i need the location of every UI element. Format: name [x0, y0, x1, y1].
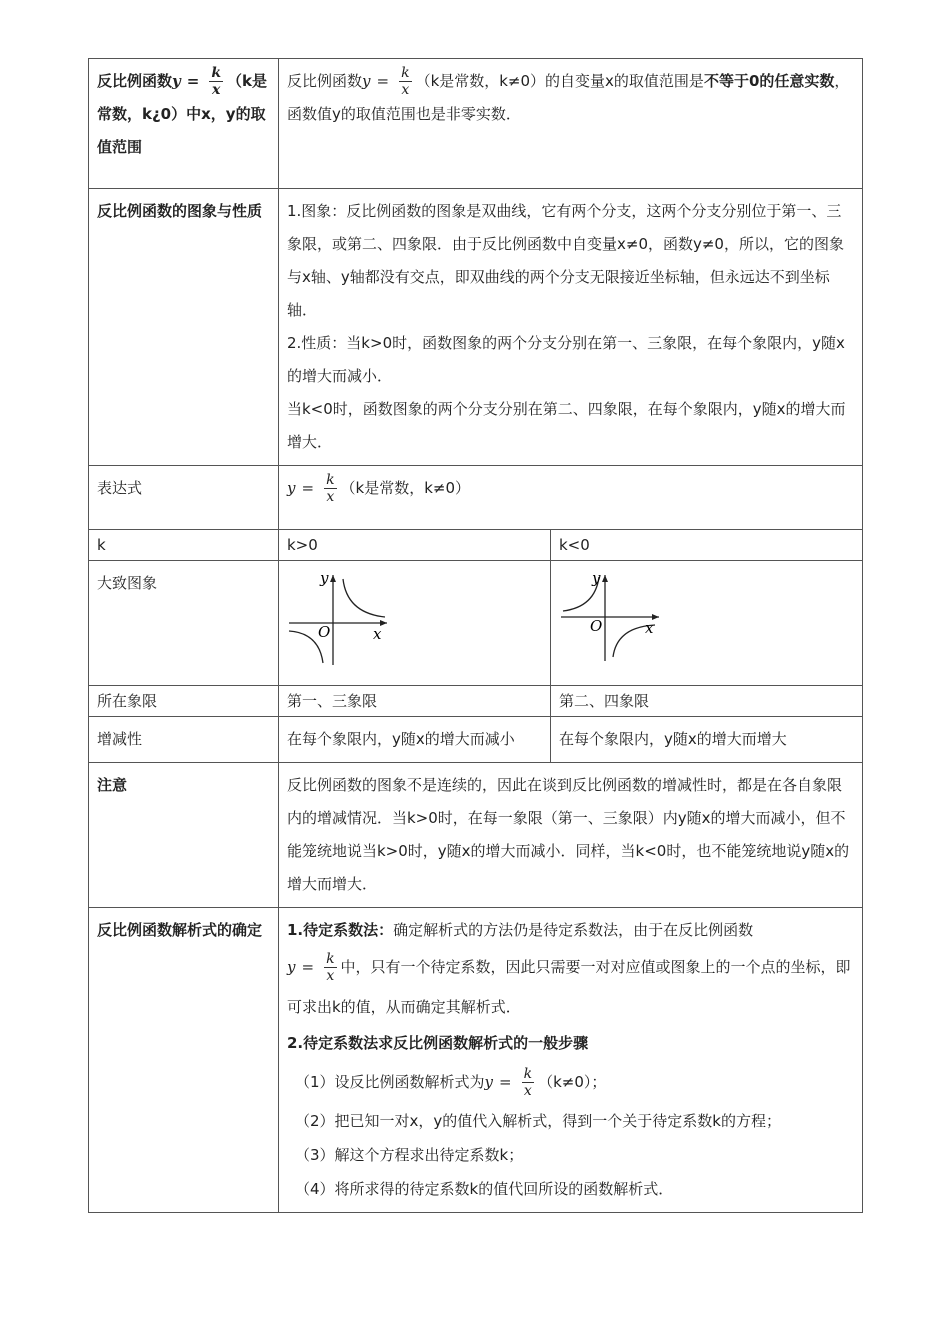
label-text: 反比例函数 [97, 72, 173, 90]
fraction-numerator: k [326, 951, 335, 967]
row-note [89, 763, 863, 908]
method-h1-formula-line [287, 947, 854, 1027]
row-expr [89, 466, 863, 530]
row-expr-label: 表达式 [89, 466, 279, 530]
hyperbola-k-negative-graph [559, 567, 669, 667]
formula-y: y [362, 72, 371, 90]
graph-positive-k [279, 561, 551, 686]
row-props-content [279, 189, 863, 466]
row-method [89, 908, 863, 1213]
formula-y: y [484, 1073, 494, 1091]
formula-y: y [287, 479, 296, 497]
formula-eq: = [301, 479, 315, 497]
method-heading-2 [287, 1027, 854, 1060]
method-step-1 [287, 1060, 854, 1104]
y-axis-arrow [330, 575, 336, 582]
fraction-numerator: k [401, 65, 410, 81]
content-bold: 不等于0的任意实数 [703, 72, 835, 90]
branch-quadrant-1 [343, 579, 385, 617]
formula-fraction [324, 951, 336, 984]
method-h1-bold: 1.待定系数法： [287, 921, 394, 939]
label-text-post: （k是常数，k¿0）中x，y的取值范围 [97, 72, 267, 156]
formula-eq: = [376, 72, 390, 90]
method-h2-bold: 2.待定系数法求反比例函数解析式的一般步骤 [287, 1034, 589, 1052]
row-note-label: 注意 [89, 763, 279, 908]
fraction-denominator: x [401, 82, 410, 98]
content-text-mid: （k是常数，k≠0）的自变量x的取值范围是 [415, 72, 704, 90]
content-text: 反比例函数 [287, 72, 363, 90]
hyperbola-k-positive-graph [287, 567, 397, 667]
formula-fraction [209, 65, 223, 98]
row-k-label: k [89, 530, 279, 561]
row-props [89, 189, 863, 466]
row-quadrant-pos: 第一、三象限 [279, 686, 551, 717]
method-step-3: （3）解这个方程求出待定系数k； [295, 1146, 524, 1164]
fraction-numerator: k [211, 65, 222, 81]
method-step-2: （2）把已知一对x，y的值代入解析式，得到一个关于待定系数k的方程； [295, 1112, 781, 1130]
row-method-content [279, 908, 863, 1213]
row-mono-neg: 在每个象限内，y随x的增大而增大 [551, 717, 863, 763]
origin-label: O [590, 617, 603, 635]
graph-negative-k [551, 561, 863, 686]
axis-x-label: x [373, 625, 382, 643]
formula-eq: = [499, 1073, 512, 1091]
row-graph-label: 大致图象 [89, 561, 279, 686]
row-note-content: 反比例函数的图象不是连续的，因此在谈到反比例函数的增减性时，都是在各自象限内的增减情况．当k>0时，在每一象限（第一、三象限）内y随x的增大而减小，但不能笼统地说当k>0时，y随x的增大而减小．同样，当k<0时，也不能笼统地说y随x的增大而增大． [279, 763, 863, 908]
row-k [89, 530, 863, 561]
row-method-label: 反比例函数解析式的确定 [89, 908, 279, 1213]
step1-post: （k≠0）； [538, 1073, 607, 1091]
content-text-post: ，函数值y的取值范围也是非零实数． [287, 72, 850, 123]
row-graph [89, 561, 863, 686]
props-paragraph-2: 2.性质：当k>0时，函数图象的两个分支分别在第一、三象限，在每个象限内，y随x的增大而减小． [287, 334, 845, 385]
axis-x-label: x [645, 619, 654, 637]
row-range-content [279, 59, 863, 189]
fraction-numerator: k [523, 1066, 533, 1082]
origin-label: O [318, 623, 331, 641]
axis-y-label: y [320, 569, 329, 587]
formula-eq: = [301, 958, 315, 976]
formula-y: y [172, 72, 181, 90]
props-paragraph-1: 1.图象：反比例函数的图象是双曲线，它有两个分支，这两个分支分别位于第一、三象限，或第二、四象限．由于反比例函数中自变量x≠0，函数y≠0，所以，它的图象与x轴、y轴都没有交点，即双曲线的两个分支无限接近坐标轴，但永远达不到坐标轴． [287, 202, 844, 319]
row-props-label: 反比例函数的图象与性质 [89, 189, 279, 466]
fraction-denominator: x [211, 82, 221, 98]
method-step-4: （4）将所求得的待定系数k的值代回所设的函数解析式． [295, 1180, 674, 1198]
formula-eq: = [186, 72, 200, 90]
knowledge-table [88, 58, 863, 1213]
method-heading-1 [287, 914, 854, 947]
row-range [89, 59, 863, 189]
row-mono-pos: 在每个象限内，y随x的增大而减小 [279, 717, 551, 763]
formula-fraction [399, 65, 411, 98]
row-expr-content [279, 466, 863, 530]
row-k-pos: k>0 [279, 530, 551, 561]
fraction-numerator: k [326, 472, 335, 488]
row-quadrant-label: 所在象限 [89, 686, 279, 717]
fraction-denominator: x [523, 1083, 532, 1099]
formula-fraction [522, 1066, 534, 1099]
method-h1-text2: 中，只有一个待定系数，因此只需要一对对应值或图象上的一个点的坐标，即可求出k的值，从而确定其解析式． [287, 958, 851, 1016]
row-mono-label: 增减性 [89, 717, 279, 763]
method-h1-text: 确定解析式的方法仍是待定系数法，由于在反比例函数 [393, 921, 754, 939]
expr-suffix: （k是常数，k≠0） [340, 479, 471, 497]
row-range-label [89, 59, 279, 189]
y-axis-arrow [602, 575, 608, 582]
step1-pre: （1）设反比例函数解析式为 [295, 1073, 485, 1091]
axis-y-label: y [592, 569, 601, 587]
props-paragraph-3: 当k<0时，函数图象的两个分支分别在第二、四象限，在每个象限内，y随x的增大而增大． [287, 400, 846, 451]
formula-y: y [287, 958, 296, 976]
row-mono [89, 717, 863, 763]
fraction-denominator: x [326, 489, 335, 505]
row-k-neg: k<0 [551, 530, 863, 561]
row-quadrant [89, 686, 863, 717]
formula-fraction [324, 472, 336, 505]
fraction-denominator: x [326, 968, 335, 984]
row-quadrant-neg: 第二、四象限 [551, 686, 863, 717]
